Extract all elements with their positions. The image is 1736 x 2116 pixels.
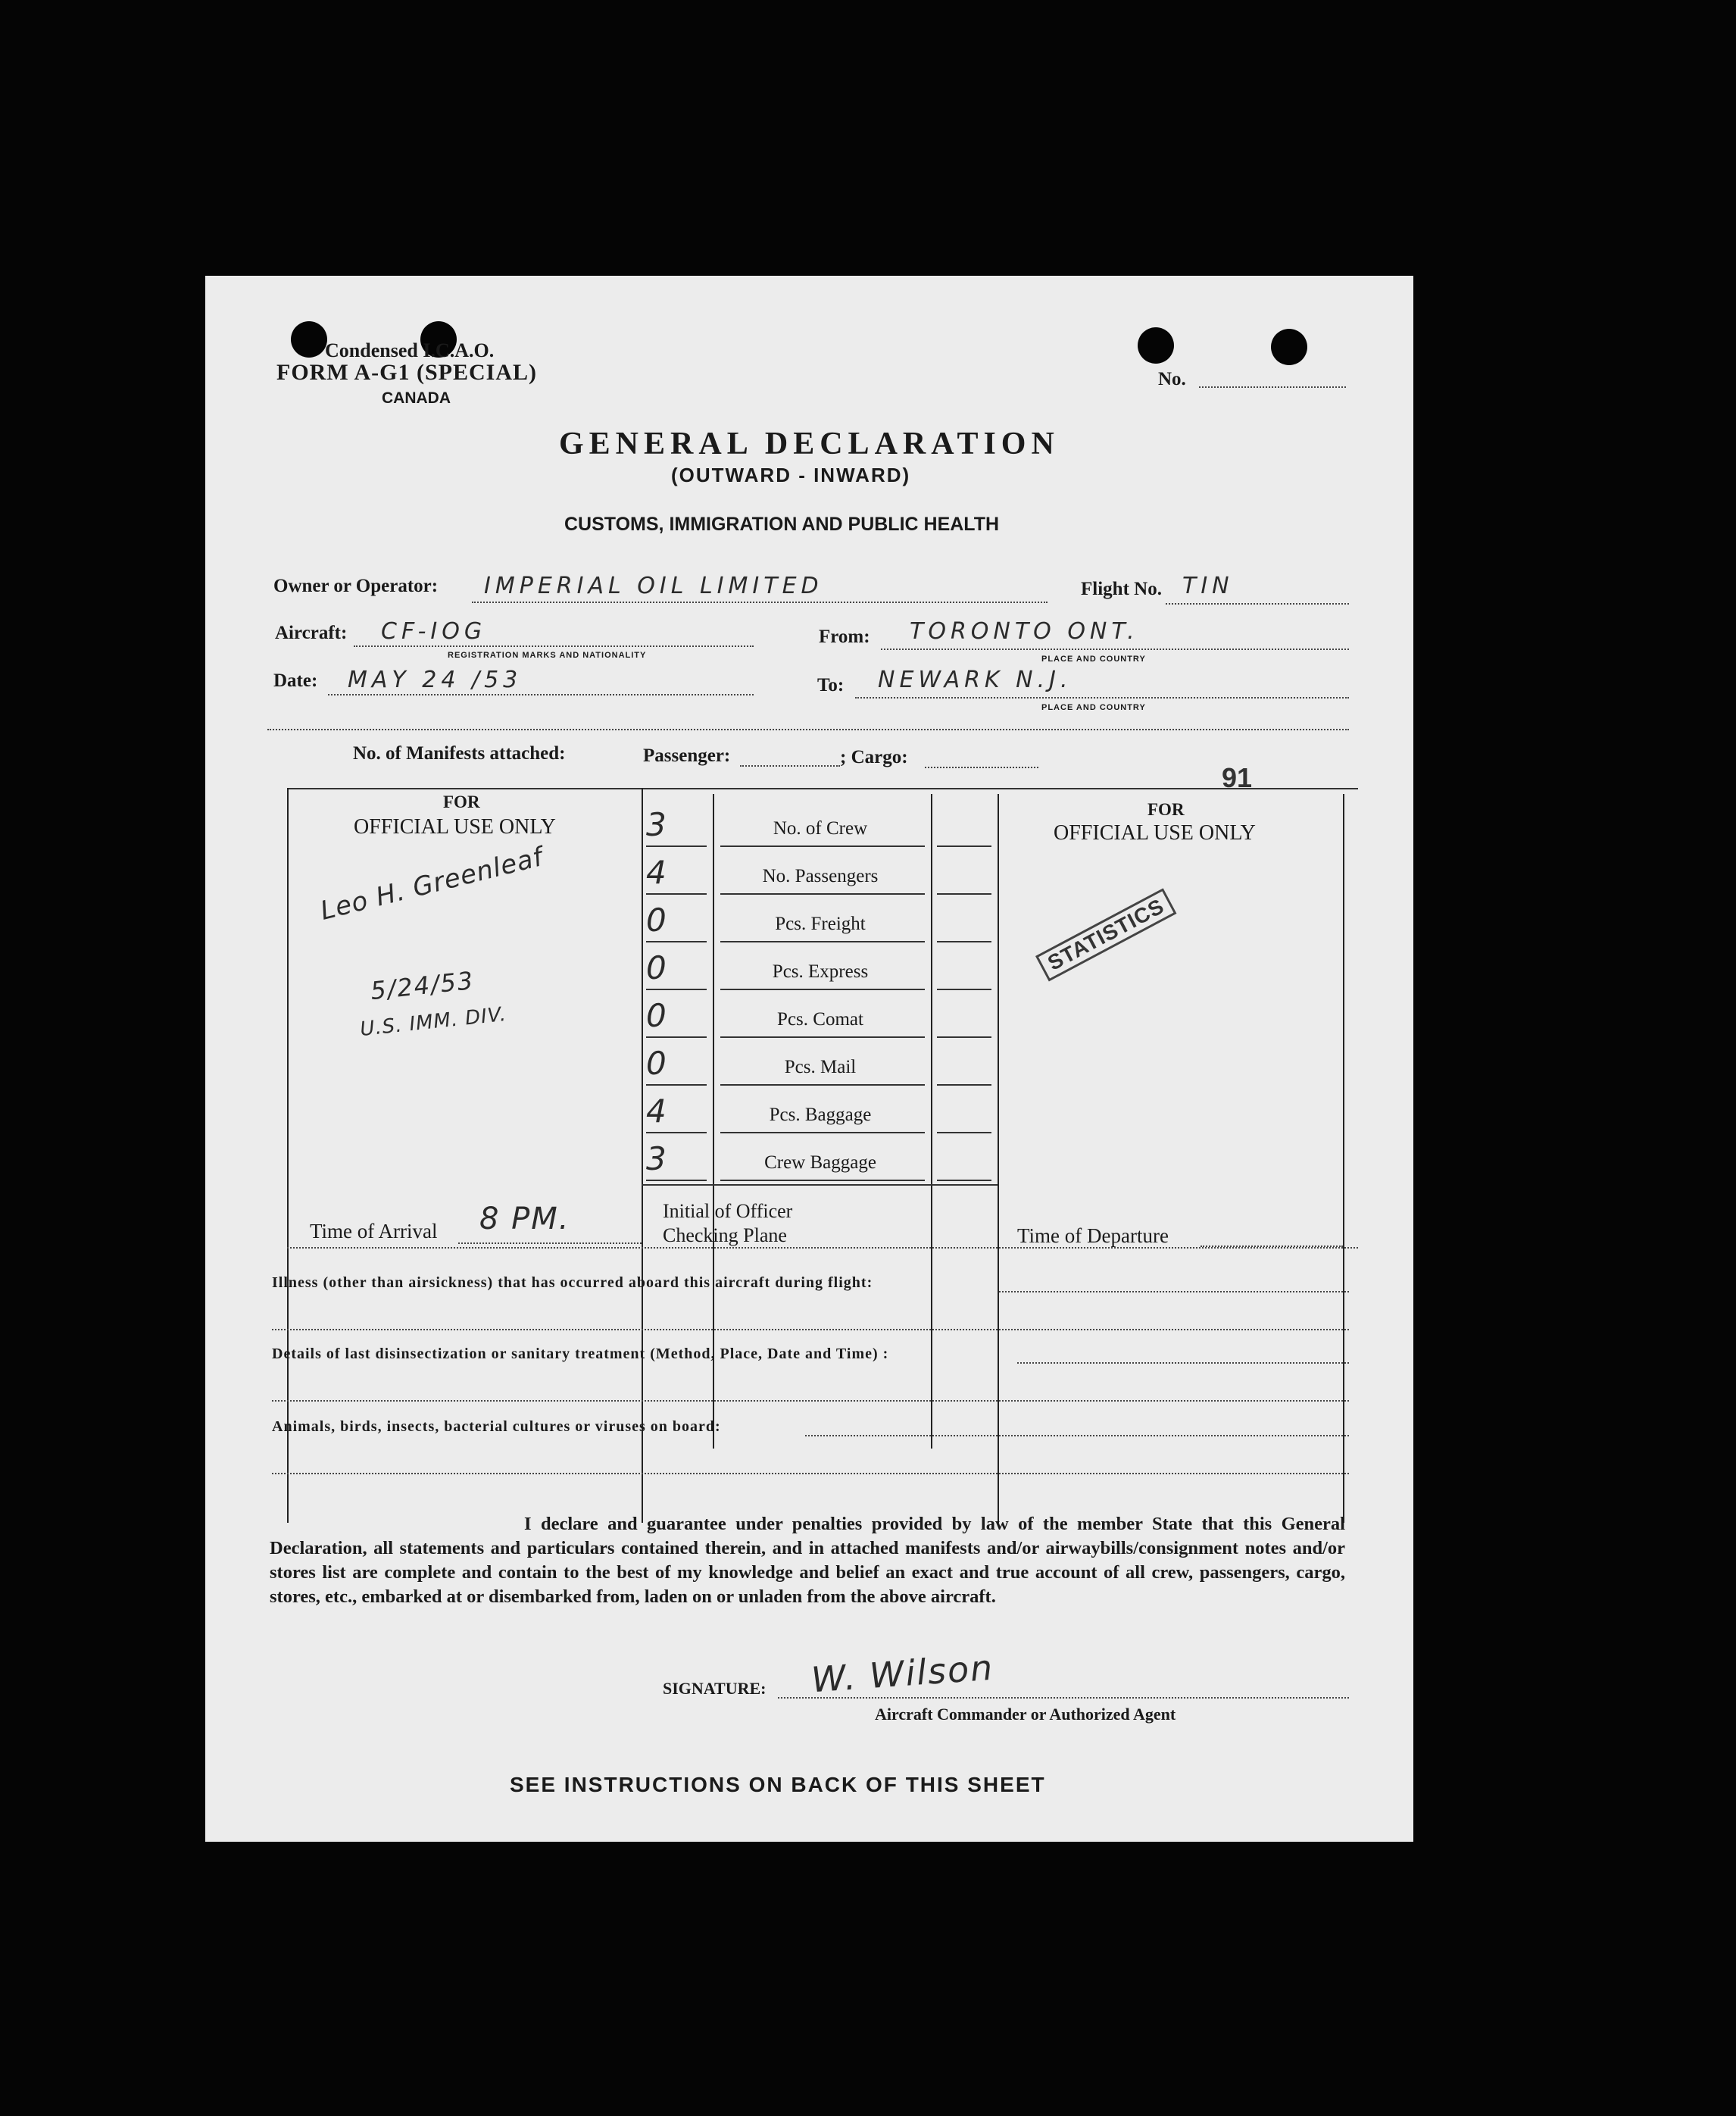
sheet-number: 91	[1222, 762, 1253, 793]
arrival-label: Time of Arrival	[310, 1220, 438, 1242]
illness-label: Illness (other than airsickness) that has occurred aboard this aircraft during flight:	[272, 1274, 873, 1291]
aircraft-caption: REGISTRATION MARKS AND NATIONALITY	[448, 651, 647, 660]
number-line	[1199, 386, 1346, 388]
officer-date: 5/24/53	[369, 965, 476, 1006]
disinsect-label: Details of last disinsectization or sanitary treatment (Method, Place, Date and Time) :	[272, 1346, 889, 1362]
number-label: No.	[1158, 369, 1186, 389]
to-line	[855, 697, 1349, 699]
from-line	[881, 649, 1349, 650]
cargo-manifest-line	[925, 767, 1038, 768]
page-title: GENERAL DECLARATION	[559, 427, 1060, 461]
count-label: No. of Crew	[773, 818, 868, 839]
box-divider	[642, 788, 643, 1523]
officer-signature: Leo H. Greenleaf	[317, 842, 547, 927]
signature-line	[778, 1697, 1349, 1699]
box-left-border	[287, 788, 289, 1523]
count-label: Pcs. Express	[772, 961, 869, 982]
animals-label: Animals, birds, insects, bacterial cultures or viruses on board:	[272, 1418, 721, 1435]
signature-label: SIGNATURE:	[663, 1679, 767, 1698]
punch-hole	[1138, 327, 1174, 364]
to-value: NEWARK N.J.	[878, 667, 1073, 693]
date-line	[328, 694, 754, 695]
flight-value: TIN	[1182, 573, 1234, 599]
signature-caption: Aircraft Commander or Authorized Agent	[875, 1705, 1176, 1724]
commander-signature: W. Wilson	[810, 1646, 995, 1701]
count-value: 3	[646, 1140, 671, 1177]
count-value: 0	[646, 949, 671, 986]
manifests-label: No. of Manifests attached:	[353, 743, 566, 764]
box-divider	[998, 794, 999, 1523]
passenger-manifest-label: Passenger:	[643, 745, 731, 766]
separator-line	[267, 729, 1349, 730]
counts-bottom-border	[642, 1184, 998, 1186]
count-label: Pcs. Baggage	[769, 1105, 872, 1125]
arrival-line	[458, 1242, 642, 1244]
count-value: 0	[646, 997, 671, 1034]
officer-division: U.S. IMM. DIV.	[358, 1002, 508, 1042]
animals-line	[272, 1473, 1349, 1474]
form-sheet	[205, 276, 1413, 1842]
form-line1: Condensed I.C.A.O.	[325, 339, 495, 361]
right-official-label: OFFICIAL USE ONLY	[1054, 821, 1256, 845]
count-label: Pcs. Freight	[775, 914, 866, 934]
officer-initial-label: Initial of Officer	[663, 1200, 793, 1222]
departure-label: Time of Departure	[1017, 1224, 1169, 1247]
form-line2: FORM A-G1 (SPECIAL)	[276, 360, 537, 385]
to-caption: PLACE AND COUNTRY	[1041, 703, 1146, 712]
illness-line	[272, 1329, 1349, 1330]
statistics-stamp: STATISTICS	[1035, 888, 1177, 981]
count-value: 0	[646, 1045, 671, 1082]
from-caption: PLACE AND COUNTRY	[1041, 655, 1146, 664]
from-value: TORONTO ONT.	[910, 618, 1139, 645]
box-bottom-border	[287, 1247, 1358, 1249]
cargo-manifest-label: ; Cargo:	[840, 747, 908, 767]
customs-heading: CUSTOMS, IMMIGRATION AND PUBLIC HEALTH	[564, 514, 1000, 535]
count-value: 4	[646, 1092, 671, 1130]
owner-value: IMPERIAL OIL LIMITED	[484, 573, 823, 599]
form-line3: CANADA	[382, 389, 451, 407]
box-right-border	[1343, 794, 1344, 1523]
aircraft-label: Aircraft:	[275, 623, 348, 643]
count-label: Pcs. Comat	[777, 1009, 863, 1030]
count-label: No. Passengers	[762, 866, 879, 886]
page-subtitle: (OUTWARD - INWARD)	[671, 464, 911, 486]
count-value: 0	[646, 902, 671, 939]
owner-line	[472, 602, 1048, 603]
left-official-label: OFFICIAL USE ONLY	[354, 815, 556, 839]
footer-instructions: SEE INSTRUCTIONS ON BACK OF THIS SHEET	[510, 1773, 1046, 1796]
count-value: 3	[646, 806, 671, 843]
date-label: Date:	[273, 670, 318, 691]
right-for-label: FOR	[1147, 800, 1185, 819]
box-top-border	[287, 788, 1358, 789]
from-label: From:	[819, 627, 870, 647]
punch-hole	[1271, 329, 1307, 365]
date-value: MAY 24 /53	[348, 667, 523, 693]
passenger-manifest-line	[740, 765, 840, 767]
officer-checking-label: Checking Plane	[663, 1224, 787, 1246]
count-label: Pcs. Mail	[784, 1057, 857, 1077]
declaration-text: I declare and guarantee under penalties provided by law of the member State that this General Declaration, all statements and particulars contained therein, and in attached manifests and/or airwaybills/consignment notes and/or stores list are complete and contain to the best of my knowledge and belief an exact and true account of all crew, passengers, cargo, stores, etc., embarked at or disembarked from, laden on or unladen from the above aircraft.	[270, 1514, 1345, 1607]
disinsect-line	[272, 1400, 1349, 1402]
to-label: To:	[817, 675, 845, 695]
count-value: 4	[646, 854, 671, 891]
flight-line	[1166, 603, 1349, 605]
count-label: Crew Baggage	[764, 1152, 876, 1173]
box-divider	[931, 794, 932, 1449]
arrival-value: 8 PM.	[479, 1202, 570, 1236]
aircraft-line	[354, 645, 754, 647]
punch-hole	[291, 321, 327, 358]
flight-label: Flight No.	[1081, 579, 1162, 599]
left-for-label: FOR	[443, 792, 480, 811]
aircraft-value: CF-IOG	[381, 618, 487, 645]
owner-label: Owner or Operator:	[273, 576, 439, 596]
